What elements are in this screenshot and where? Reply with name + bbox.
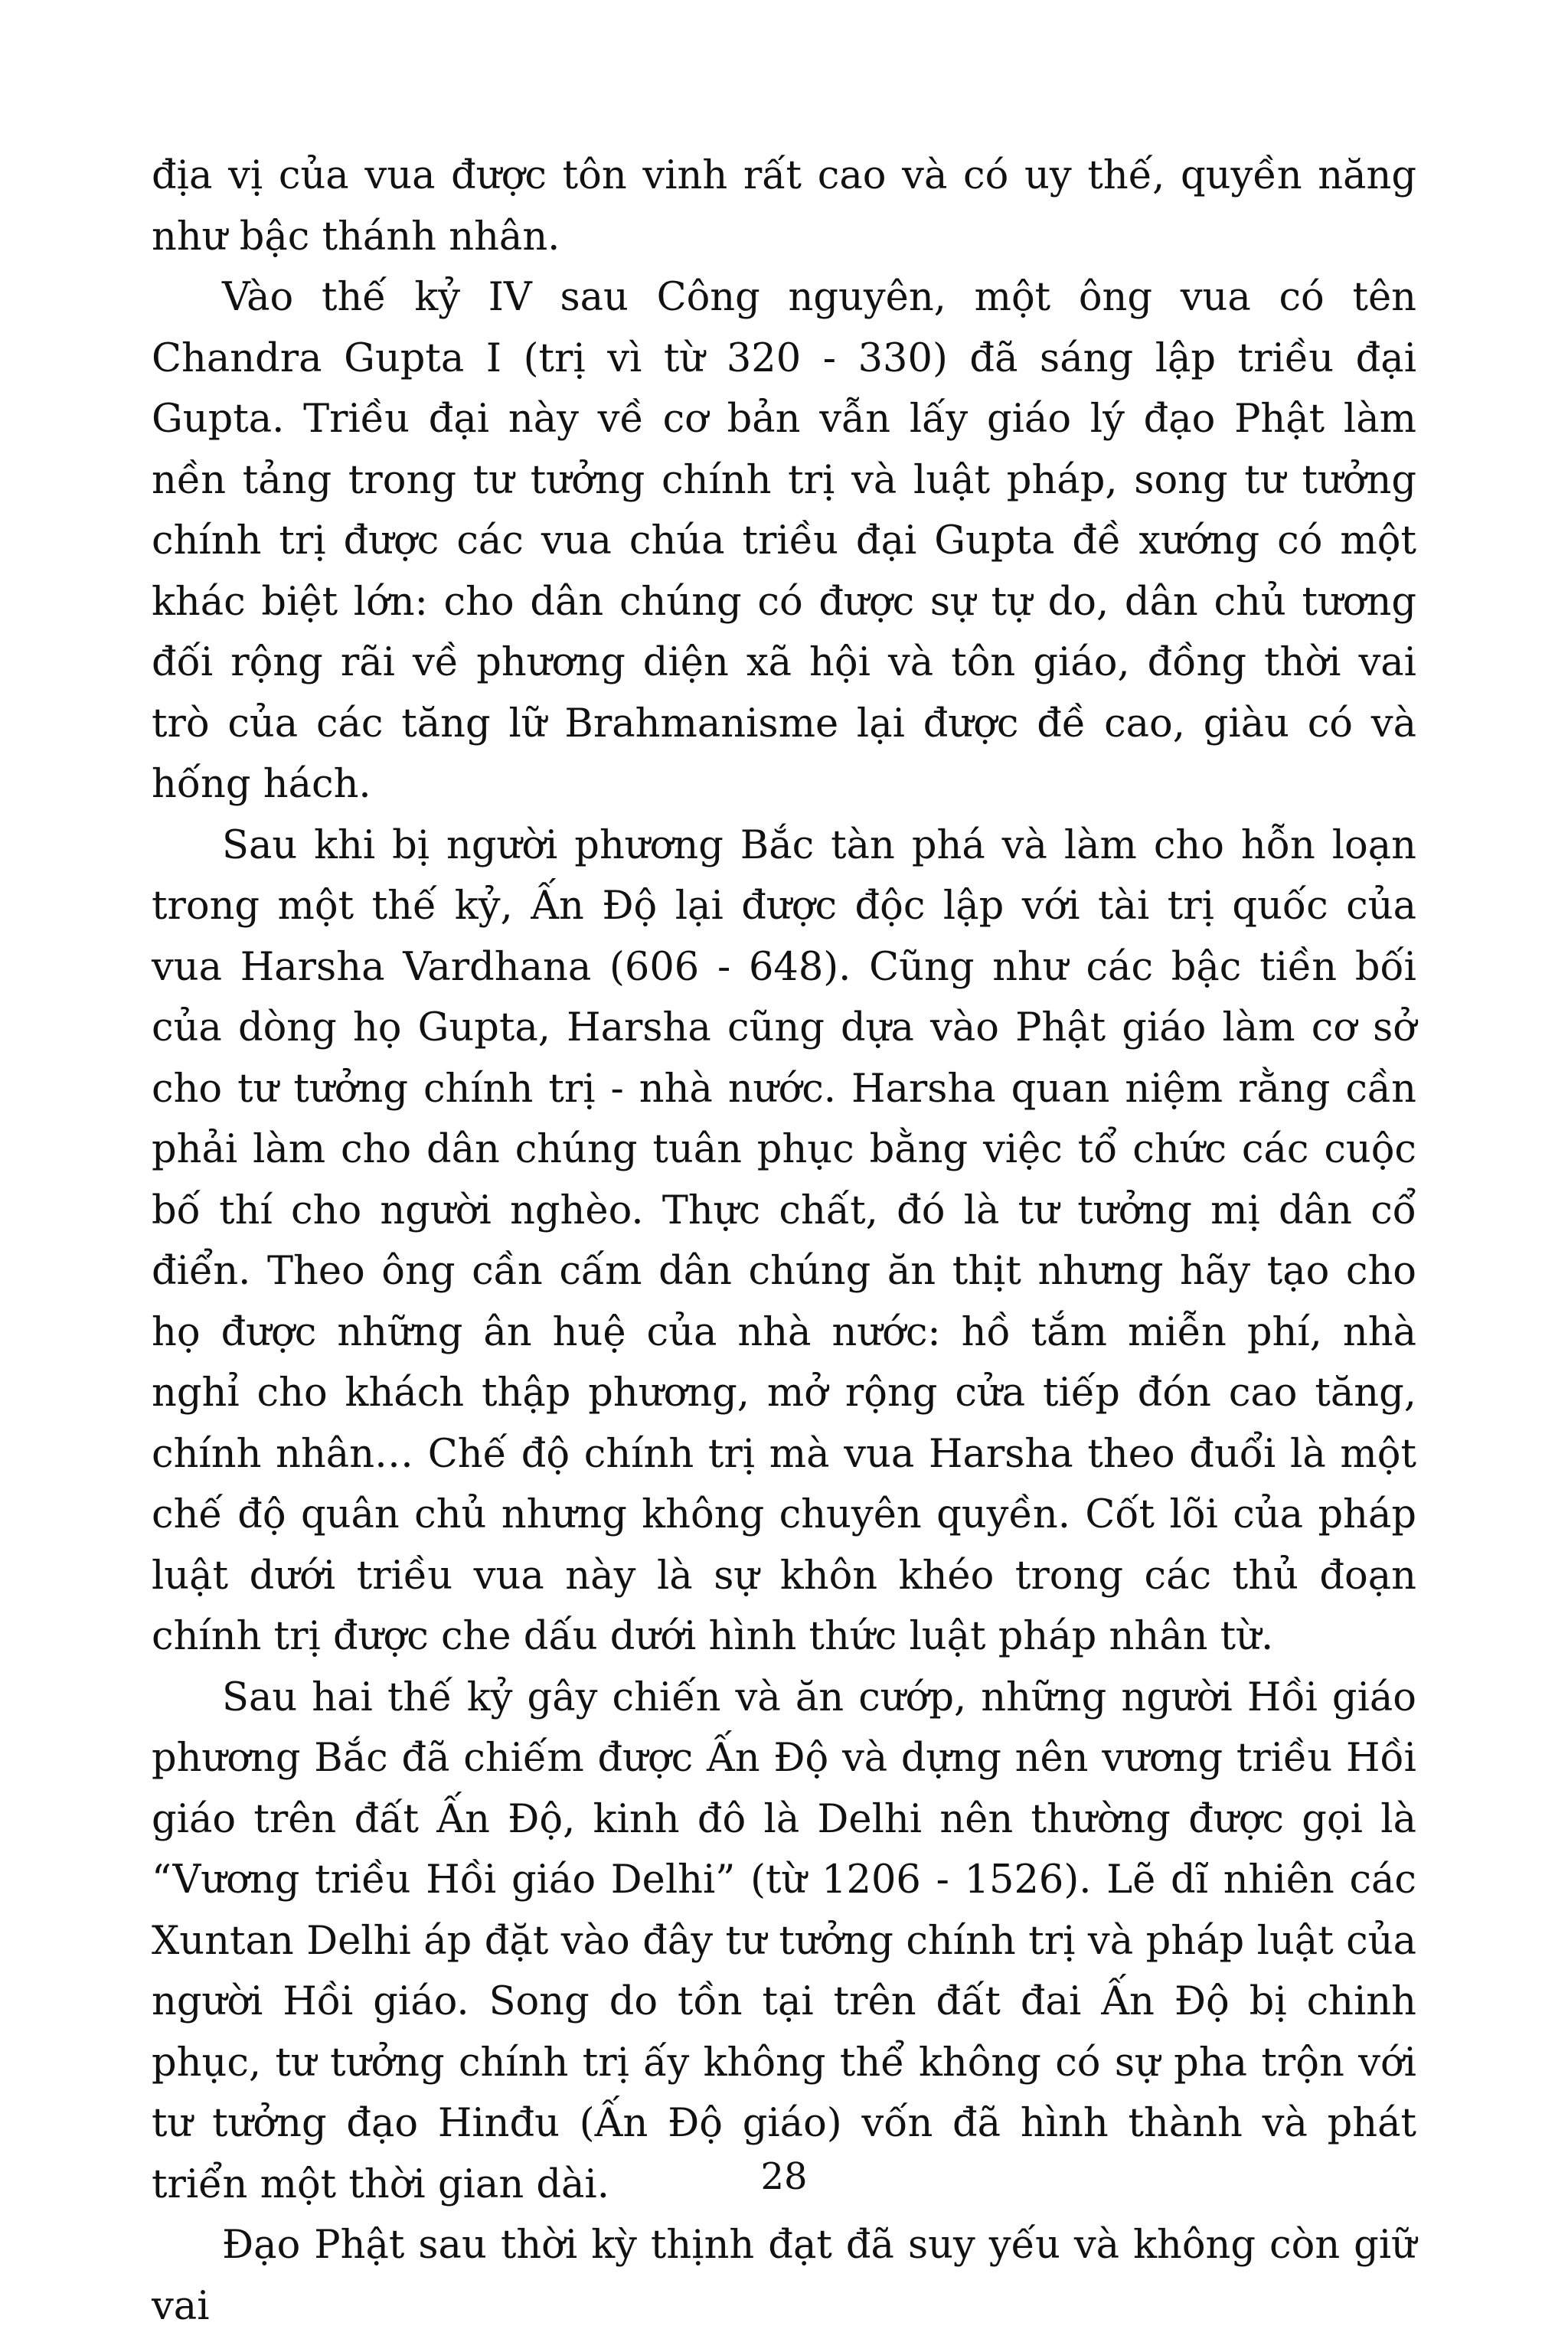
body-text (152, 145, 1416, 2337)
paragraph-buddhism-decline: Đạo Phật sau thời kỳ thịnh đạt đã suy yếu và không còn giữ vai (152, 2223, 1416, 2329)
paragraph-delhi-sultanate: Sau hai thế kỷ gây chiến và ăn cướp, những người Hồi giáo phương Bắc đã chiếm được Ấn Độ và dựng nên vương triều Hồi giáo trên đất Ấn Độ, kinh đô là Delhi nên thường được gọi là “Vương triều Hồi giáo Delhi” (từ 1206 - 1526). Lẽ dĩ nhiên các Xuntan Delhi áp đặt vào đây tư tưởng chính trị và pháp luật của người Hồi giáo. Song do tồn tại trên đất đai Ấn Độ bị chinh phục, tư tưởng chính trị ấy không thể không có sự pha trộn với tư tưởng đạo Hinđu (Ấn Độ giáo) vốn đã hình thành và phát triển một thời gian dài. (152, 1674, 1416, 2207)
page-number: 28 (760, 2155, 808, 2198)
paragraph-continued: địa vị của vua được tôn vinh rất cao và có uy thế, quyền năng như bậc thánh nhân. (152, 153, 1416, 260)
paragraph-gupta-dynasty: Vào thế kỷ IV sau Công nguyên, một ông vua có tên Chandra Gupta I (trị vì từ 320 - 330) đã sáng lập triều đại Gupta. Triều đại này về cơ bản vẫn lấy giáo lý đạo Phật làm nền tảng trong tư tưởng chính trị và luật pháp, song tư tưởng chính trị được các vua chúa triều đại Gupta đề xướng có một khác biệt lớn: cho dân chúng có được sự tự do, dân chủ tương đối rộng rãi về phương diện xã hội và tôn giáo, đồng thời vai trò của các tăng lữ Brahmanisme lại được đề cao, giàu có và hống hách. (152, 275, 1416, 807)
paragraph-harsha: Sau khi bị người phương Bắc tàn phá và làm cho hỗn loạn trong một thế kỷ, Ấn Độ lại được độc lập với tài trị quốc của vua Harsha Vardhana (606 - 648). Cũng như các bậc tiền bối của dòng họ Gupta, Harsha cũng dựa vào Phật giáo làm cơ sở cho tư tưởng chính trị - nhà nước. Harsha quan niệm rằng cần phải làm cho dân chúng tuân phục bằng việc tổ chức các cuộc bố thí cho người nghèo. Thực chất, đó là tư tưởng mị dân cổ điển. Theo ông cần cấm dân chúng ăn thịt nhưng hãy tạo cho họ được những ân huệ của nhà nước: hồ tắm miễn phí, nhà nghỉ cho khách thập phương, mở rộng cửa tiếp đón cao tăng, chính nhân… Chế độ chính trị mà vua Harsha theo đuổi là một chế độ quân chủ nhưng không chuyên quyền. Cốt lõi của pháp luật dưới triều vua này là sự khôn khéo trong các thủ đoạn chính trị được che dấu dưới hình thức luật pháp nhân từ. (152, 822, 1416, 1659)
